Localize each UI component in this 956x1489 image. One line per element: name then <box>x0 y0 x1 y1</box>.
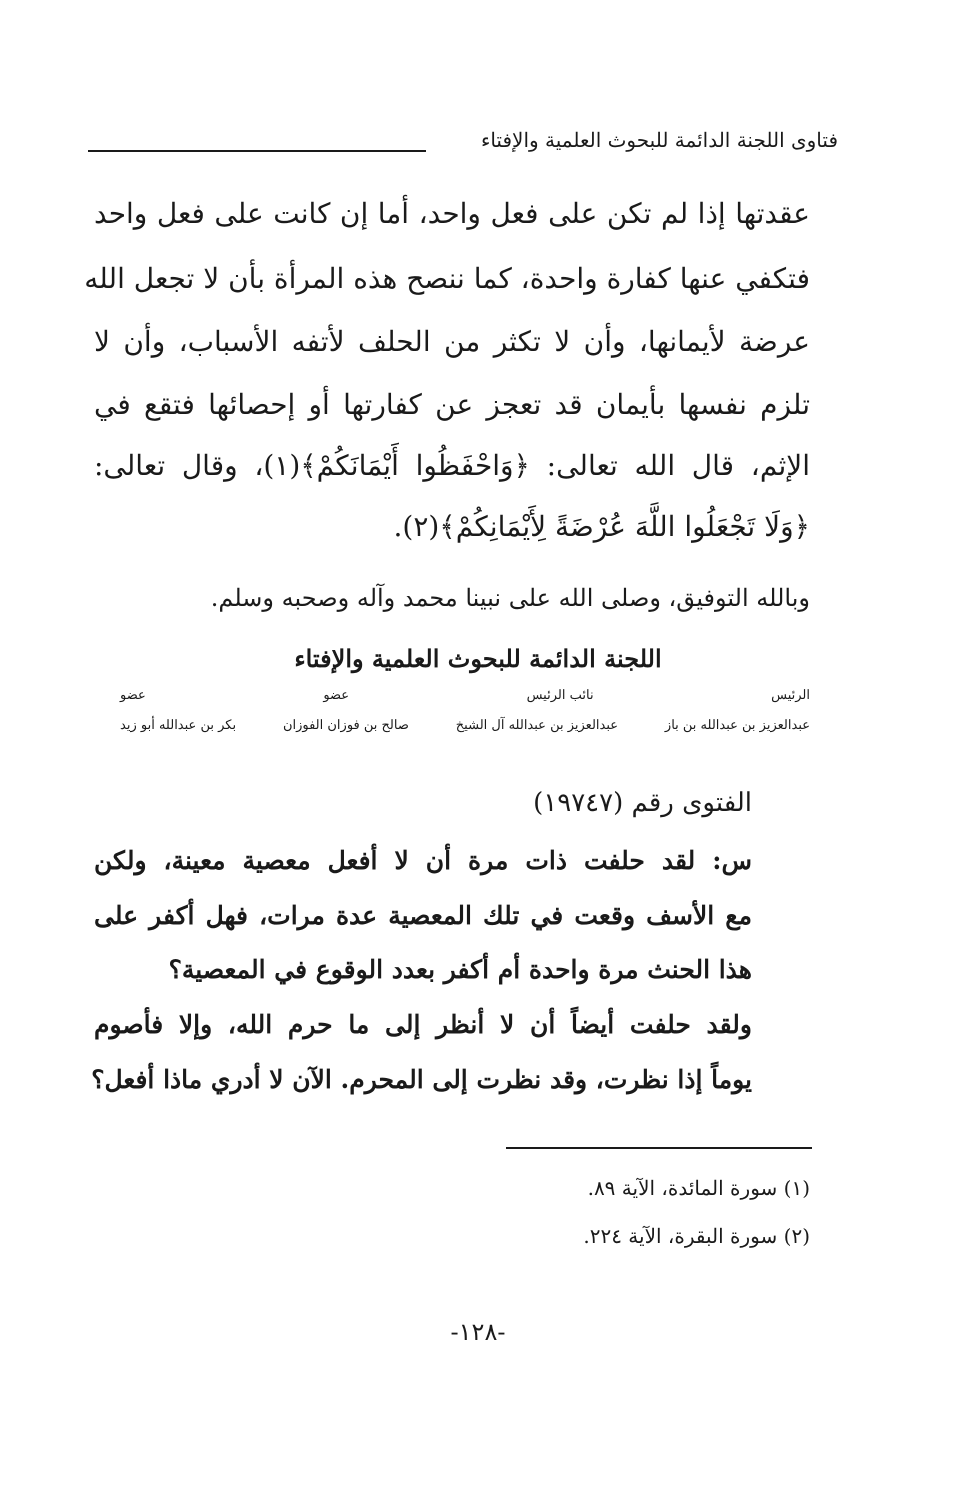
signature-role: نائب الرئيس <box>526 688 594 703</box>
signature-roles <box>120 688 810 703</box>
signature-names <box>120 718 810 733</box>
question-line: يوماً إذا نظرت، وقد نظرت إلى المحرم. الآن لا أدري ماذا أفعل؟ <box>91 1065 752 1094</box>
signature-role: الرئيس <box>771 688 810 703</box>
body-line: فتكفي عنها كفارة واحدة، كما ننصح هذه المرأة بأن لا تجعل الله <box>84 262 810 295</box>
header-rule <box>88 150 426 152</box>
footnote: (١) سورة المائدة، الآية ٨٩. <box>587 1176 810 1200</box>
question-line: ولقد حلفت أيضاً أن لا أنظر إلى ما حرم الله، وإلا فأصوم <box>94 1010 752 1039</box>
signature-name: صالح بن فوزان الفوزان <box>282 718 409 733</box>
signature-name: عبدالعزيز بن عبدالله بن باز <box>664 718 810 733</box>
signature-role: عضو <box>120 688 146 703</box>
committee-title: اللجنة الدائمة للبحوث العلمية والإفتاء <box>294 644 662 673</box>
question-line: مع الأسف وقعت في تلك المعصية عدة مرات، فهل أكفر على <box>94 901 752 930</box>
footnote: (٢) سورة البقرة، الآية ٢٢٤. <box>583 1224 810 1248</box>
question-line: هذا الحنث مرة واحدة أم أكفر بعدد الوقوع في المعصية؟ <box>168 955 752 984</box>
question-line: س: لقد حلفت ذات مرة أن لا أفعل معصية معينة، ولكن <box>94 846 752 875</box>
body-line: الإثم، قال الله تعالى: ﴿وَاحْفَظُوا أَيْمَانَكُمْ﴾(١)، وقال تعالى: <box>94 449 810 482</box>
page-number: -١٢٨- <box>450 1318 506 1346</box>
body-line: عقدتها إذا لم تكن على فعل واحد، أما إن كانت على فعل واحد <box>94 197 810 230</box>
body-line: عرضة لأيمانها، وأن لا تكثر من الحلف لأتفه الأسباب، وأن لا <box>94 325 810 358</box>
closing-statement: وبالله التوفيق، وصلى الله على نبينا محمد وآله وصحبه وسلم. <box>210 584 810 612</box>
quran-verse-line: ﴿وَلَا تَجْعَلُوا اللَّهَ عُرْضَةً لِأَيْمَانِكُمْ﴾(٢). <box>393 510 810 543</box>
fatwa-number: الفتوى رقم (١٩٧٤٧) <box>533 788 752 818</box>
body-line: تلزم نفسها بأيمان قد تعجز عن كفارتها أو إحصائها فتقع في <box>94 388 810 421</box>
signature-name: عبدالعزيز بن عبدالله آل الشيخ <box>455 718 619 733</box>
signature-role: عضو <box>323 688 350 703</box>
footnote-rule <box>506 1147 812 1149</box>
signature-name: بكر بن عبدالله أبو زيد <box>120 718 237 733</box>
running-header: فتاوى اللجنة الدائمة للبحوث العلمية والإفتاء <box>480 128 838 152</box>
